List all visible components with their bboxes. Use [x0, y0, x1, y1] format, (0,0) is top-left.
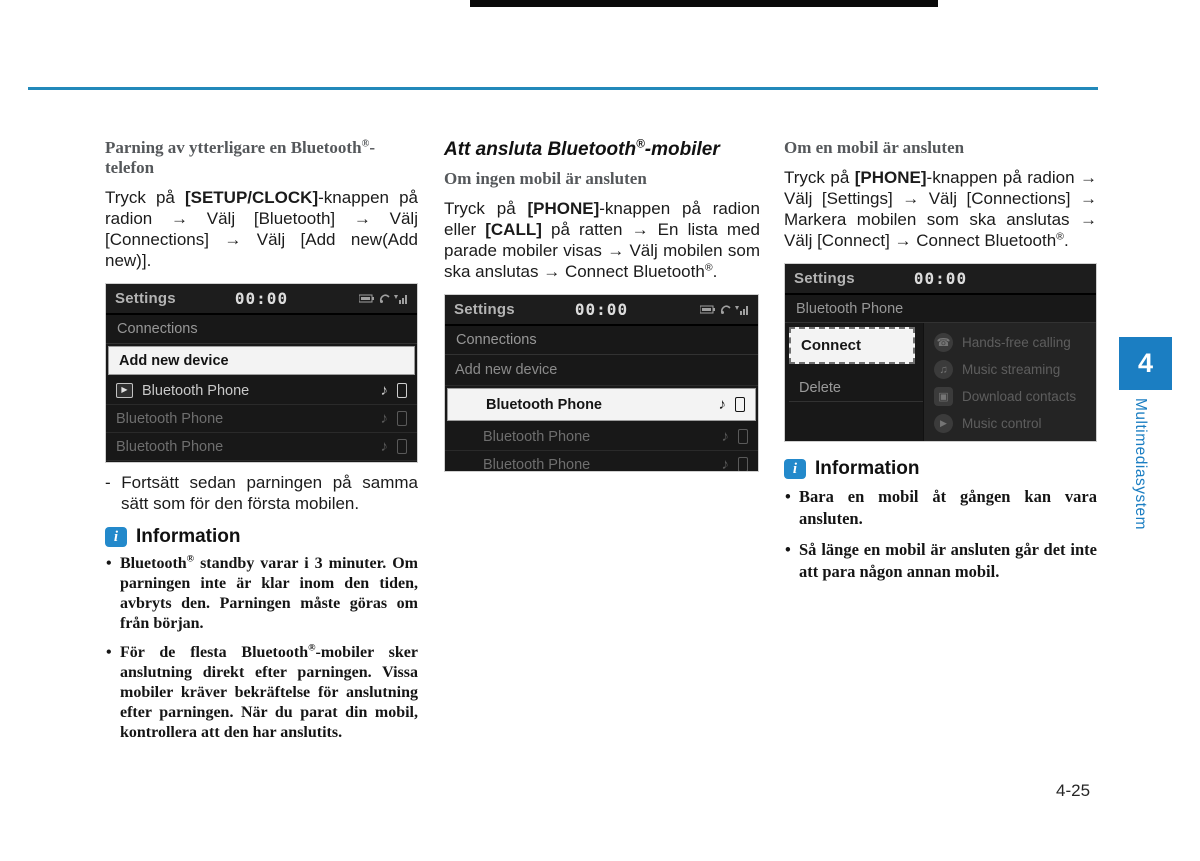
section-heading-pairing: Parning av ytterligare en Bluetooth®-telefon [105, 138, 376, 177]
phone-icon [397, 439, 407, 454]
phone-icon [738, 429, 748, 444]
menu-connections: Connections [445, 326, 758, 355]
music-note-icon: ♪ [718, 396, 726, 413]
row-add-new-device: Add new device [445, 355, 758, 386]
music-note-icon: ♪ [380, 438, 388, 455]
info-bullet-list [784, 486, 1097, 583]
status-icons [700, 305, 749, 315]
feature-download-contacts: ▣ Download contacts [934, 383, 1096, 410]
screenshot-connections-add-new [105, 283, 418, 463]
clock: 00:00 [574, 300, 629, 319]
row-icons [722, 429, 749, 444]
signal-icon [735, 305, 749, 315]
info-icon: i [784, 459, 806, 479]
phone-icon [397, 411, 407, 426]
screen-body [785, 323, 1096, 442]
row-icons [381, 411, 408, 426]
info-bullet: • För de flesta Bluetooth®-mobiler sker anslutning direkt efter parningen. Vissa mobiler kräver bekräftelse för anslutning efter parningen. När du parat din mobil, kontrollera att den har anslutits. [105, 643, 418, 743]
row-add-new-device: Add new device [108, 346, 415, 375]
phone-icon [735, 397, 745, 412]
connect-button: Connect [789, 327, 915, 364]
feature-music-control: ▶ Music control [934, 410, 1096, 437]
header-rule [28, 87, 1098, 90]
row-icons [722, 457, 749, 472]
music-note-icon: ♪ [721, 456, 729, 472]
menu-connections: Connections [106, 315, 417, 344]
pairing-continue-note: - Fortsätt sedan parningen på samma sätt som för den första mobilen. [105, 473, 418, 513]
headset-icon [379, 294, 390, 304]
information-title: Information [815, 458, 920, 479]
music-note-icon: ♪ [380, 410, 388, 427]
pairing-instructions: Tryck på [SETUP/CLOCK]-knappen på radion → Välj [Bluetooth] → Välj [Connections] → Välj [Add new(Add new)]. [105, 188, 418, 270]
phone-icon [738, 457, 748, 472]
row-icons [381, 383, 408, 398]
battery-icon [700, 305, 716, 314]
delete-button: Delete [789, 375, 929, 402]
screen-header [785, 264, 1096, 295]
subsection-no-phone-connected: Om ingen mobil är ansluten [444, 169, 647, 188]
screen-title: Settings [454, 301, 515, 318]
subsection-phone-connected: Om en mobil är ansluten [784, 138, 965, 157]
section-title-connect: Att ansluta Bluetooth®-mobiler [444, 137, 720, 160]
music-note-icon: ♪ [721, 428, 729, 445]
reconnect-instructions: Tryck på [PHONE]-knappen på radion → Välj [Settings] → Välj [Connections] → Markera mobilen som ska anslutas → Välj [Connect] → Connect Bluetooth®. [784, 168, 1097, 250]
row-bluetooth-phone-1: ▶ Bluetooth Phone ♪ [106, 377, 417, 405]
info-bullet: • Bluetooth® standby varar i 3 minuter. Om parningen inte är klar inom den tiden, avbryts den. Parningen måste göras om från början. [105, 554, 418, 634]
row-icons [719, 397, 746, 412]
row-icons [381, 439, 408, 454]
information-title: Information [136, 526, 241, 547]
screen-header [106, 284, 417, 315]
action-pane [785, 323, 923, 442]
clock: 00:00 [913, 269, 968, 288]
play-icon: ▶ [934, 414, 953, 433]
battery-icon [359, 294, 375, 303]
row-bluetooth-phone-3: Bluetooth Phone ♪ [106, 433, 417, 461]
music-note-icon: ♪ [380, 382, 388, 399]
feature-music-streaming: ♫ Music streaming [934, 356, 1096, 383]
row-bluetooth-phone-2: Bluetooth Phone ♪ [445, 423, 758, 451]
menu-bluetooth-phone: Bluetooth Phone [785, 295, 1096, 323]
headset-icon [720, 305, 731, 315]
feature-pane [923, 323, 1096, 442]
information-header [784, 458, 1097, 480]
feature-hands-free: ☎ Hands-free calling [934, 329, 1096, 356]
row-bluetooth-phone-selected: Bluetooth Phone ♪ [447, 388, 756, 421]
screen-title: Settings [115, 290, 176, 307]
info-icon: i [105, 527, 127, 547]
signal-icon [394, 294, 408, 304]
row-bluetooth-phone-2: Bluetooth Phone ♪ [106, 405, 417, 433]
information-header [105, 526, 418, 548]
column-3 [784, 138, 1097, 592]
screen-title: Settings [794, 270, 855, 287]
screenshot-phone-connect-menu [784, 263, 1097, 442]
chapter-tab-number: 4 [1119, 337, 1172, 390]
column-2 [444, 138, 760, 472]
info-bullet: • Så länge en mobil är ansluten går det inte att para någon annan mobil. [784, 539, 1097, 583]
handset-icon: ☎ [934, 333, 953, 352]
top-crop-bar [470, 0, 938, 7]
column-1 [105, 138, 418, 752]
status-icons [359, 294, 408, 304]
info-bullet-list [105, 554, 418, 743]
clock: 00:00 [234, 289, 289, 308]
screen-header [445, 295, 758, 326]
connect-instructions: Tryck på [PHONE]-knappen på radion eller [CALL] på ratten → En lista med parade mobiler visas → Välj mobilen som ska anslutas → Connect Bluetooth®. [444, 199, 760, 281]
next-arrow-badge: ▶ [116, 383, 133, 398]
music-streaming-icon: ♫ [934, 360, 953, 379]
info-bullet: • Bara en mobil åt gången kan vara ansluten. [784, 486, 1097, 530]
phone-icon [397, 383, 407, 398]
page-number: 4-25 [1056, 781, 1091, 800]
row-bluetooth-phone-3: Bluetooth Phone ♪ [445, 451, 758, 472]
contacts-icon: ▣ [934, 387, 953, 406]
chapter-tab-label: Multimediasystem [1132, 398, 1149, 531]
screenshot-connections-select-phone [444, 294, 759, 472]
